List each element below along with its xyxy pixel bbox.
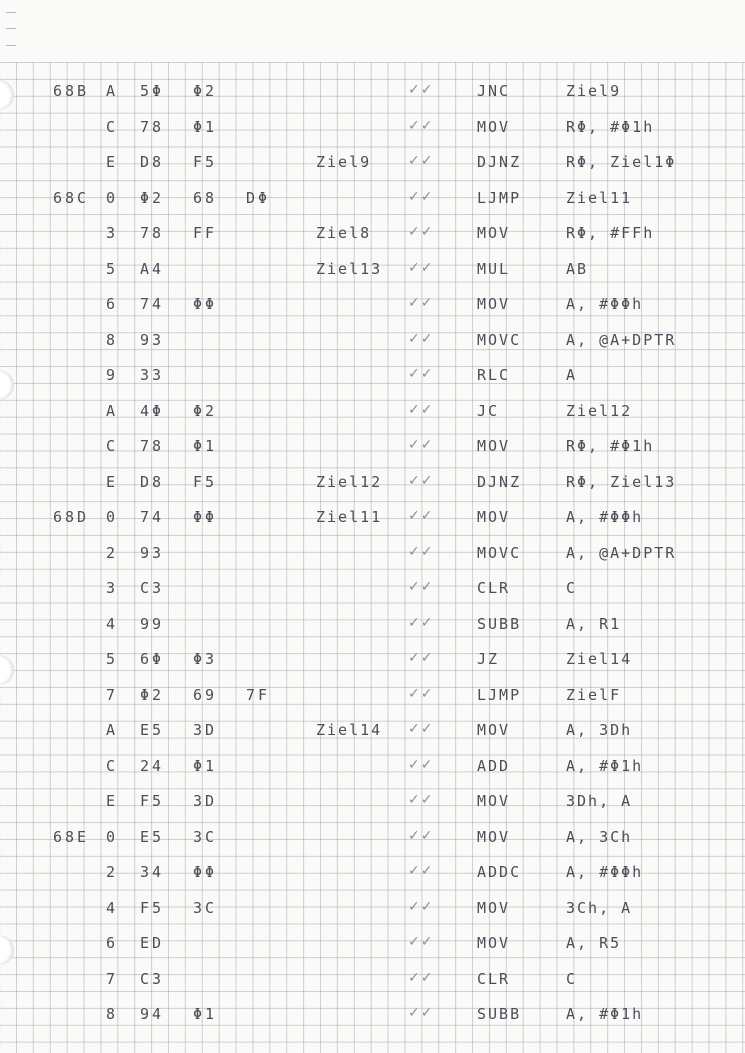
operands-cell: A, #ΦΦh (566, 863, 644, 881)
opcode-byte-2: 3C (193, 827, 218, 846)
operands-cell: Ziel14 (566, 650, 633, 668)
mnemonic-cell: MOV (477, 827, 511, 846)
opcode-byte-1: 99 (140, 614, 165, 633)
opcode-byte-1: 24 (140, 756, 165, 775)
mnemonic-cell: DJNZ (477, 472, 522, 491)
listing-row (0, 970, 745, 1006)
opcode-byte-1: 33 (140, 366, 165, 384)
opcode-byte-1: C3 (140, 969, 165, 988)
mnemonic-cell: MOV (477, 224, 511, 242)
address-low-cell: E (106, 792, 119, 810)
operands-cell: Ziel12 (566, 401, 633, 420)
mnemonic-cell: MOV (477, 295, 511, 313)
address-low-cell: 6 (106, 295, 119, 313)
address-low-cell: A (106, 82, 119, 100)
opcode-byte-1: F5 (140, 792, 165, 810)
checkmark-cell: ✓✓ (408, 224, 434, 240)
address-low-cell: 9 (106, 366, 119, 384)
mnemonic-cell: MOVC (477, 543, 522, 562)
checkmark-cell: ✓✓ (408, 401, 434, 418)
mnemonic-cell: DJNZ (477, 153, 522, 171)
address-low-cell: 0 (106, 188, 119, 207)
opcode-byte-2: Φ1 (193, 117, 218, 136)
opcode-byte-1: 74 (140, 508, 165, 526)
mnemonic-cell: MOV (477, 721, 511, 739)
address-low-cell: 8 (106, 1005, 119, 1023)
operands-cell: A, R1 (566, 614, 622, 633)
opcode-byte-1: A4 (140, 259, 165, 278)
operands-cell: A, #ΦΦh (566, 295, 644, 313)
mnemonic-cell: ADDC (477, 863, 522, 881)
opcode-byte-2: ΦΦ (193, 863, 218, 881)
opcode-byte-2: Φ3 (193, 650, 218, 668)
opcode-byte-1: Φ2 (140, 188, 165, 207)
operands-cell: Ziel11 (566, 188, 633, 207)
address-low-cell: 5 (106, 259, 119, 278)
listing-row (0, 366, 745, 402)
operands-cell: RΦ, #Φ1h (566, 117, 655, 136)
address-low-cell: C (106, 437, 119, 455)
opcode-byte-1: D8 (140, 472, 165, 491)
opcode-byte-2: Φ1 (193, 756, 218, 775)
listing-row (0, 757, 745, 793)
opcode-byte-2: 3D (193, 792, 218, 810)
mnemonic-cell: MOVC (477, 330, 522, 349)
listing-row (0, 792, 745, 828)
opcode-byte-2: 68 (193, 188, 218, 207)
mnemonic-cell: JZ (477, 650, 500, 668)
listing-row (0, 579, 745, 615)
opcode-byte-3: DΦ (246, 188, 271, 207)
label-cell: Ziel9 (316, 153, 372, 171)
address-low-cell: 8 (106, 330, 119, 349)
address-low-cell: 5 (106, 650, 119, 668)
listing-row (0, 402, 745, 438)
opcode-byte-2: F5 (193, 153, 218, 171)
operands-cell: RΦ, Ziel13 (566, 472, 677, 491)
operands-cell: C (566, 969, 578, 988)
opcode-byte-1: ED (140, 934, 165, 952)
address-low-cell: 7 (106, 969, 119, 988)
opcode-byte-1: 34 (140, 863, 165, 881)
checkmark-cell: ✓✓ (408, 82, 434, 98)
listing-row (0, 189, 745, 225)
opcode-byte-2: 3D (193, 721, 218, 739)
opcode-byte-1: 78 (140, 224, 165, 242)
mnemonic-cell: MOV (477, 117, 511, 136)
listing-row (0, 863, 745, 899)
label-cell: Ziel13 (316, 259, 383, 278)
label-cell: Ziel14 (316, 721, 383, 739)
mnemonic-cell: MOV (477, 508, 511, 526)
checkmark-cell: ✓✓ (408, 650, 434, 666)
opcode-byte-3: 7F (246, 685, 271, 704)
operands-cell: RΦ, Ziel1Φ (566, 153, 677, 171)
checkmark-cell: ✓✓ (408, 792, 434, 808)
opcode-byte-1: Φ2 (140, 685, 165, 704)
operands-cell: 3Dh, A (566, 792, 633, 810)
mnemonic-cell: MOV (477, 934, 511, 952)
checkmark-cell: ✓✓ (408, 614, 434, 631)
operands-cell: A (566, 366, 578, 384)
address-low-cell: A (106, 401, 119, 420)
operands-cell: A, 3Dh (566, 721, 633, 739)
label-cell: Ziel8 (316, 224, 372, 242)
listing-row (0, 260, 745, 296)
address-low-cell: E (106, 472, 119, 491)
address-low-cell: 7 (106, 685, 119, 704)
listing-row (0, 934, 745, 970)
address-low-cell: 2 (106, 863, 119, 881)
listing-row (0, 650, 745, 686)
checkmark-cell: ✓✓ (408, 721, 434, 737)
opcode-byte-1: 93 (140, 330, 165, 349)
listing-row (0, 686, 745, 722)
operands-cell: A, #ΦΦh (566, 508, 644, 526)
address-low-cell: 3 (106, 579, 119, 597)
margin-tick (6, 28, 16, 29)
operands-cell: A, 3Ch (566, 827, 633, 846)
opcode-byte-2: Φ2 (193, 401, 218, 420)
operands-cell: AB (566, 259, 589, 278)
checkmark-cell: ✓✓ (408, 188, 434, 205)
page-top-margin (0, 0, 745, 62)
listing-row (0, 828, 745, 864)
checkmark-cell: ✓✓ (408, 366, 434, 382)
label-cell: Ziel12 (316, 472, 383, 491)
opcode-byte-2: 3C (193, 898, 218, 917)
opcode-byte-1: 78 (140, 437, 165, 455)
operands-cell: 3Ch, A (566, 898, 633, 917)
checkmark-cell: ✓✓ (408, 898, 434, 915)
listing-row (0, 331, 745, 367)
mnemonic-cell: CLR (477, 969, 511, 988)
checkmark-cell: ✓✓ (408, 295, 434, 311)
checkmark-cell: ✓✓ (408, 579, 434, 595)
address-low-cell: A (106, 721, 119, 739)
opcode-byte-1: E5 (140, 721, 165, 739)
opcode-byte-1: C3 (140, 579, 165, 597)
opcode-byte-2: 69 (193, 685, 218, 704)
operands-cell: Ziel9 (566, 82, 622, 100)
checkmark-cell: ✓✓ (408, 437, 434, 453)
checkmark-cell: ✓✓ (408, 117, 434, 134)
opcode-byte-2: FF (193, 224, 218, 242)
operands-cell: ZielF (566, 685, 622, 704)
opcode-byte-2: F5 (193, 472, 218, 491)
operands-cell: RΦ, #Φ1h (566, 437, 655, 455)
listing-row (0, 899, 745, 935)
opcode-byte-1: E5 (140, 827, 165, 846)
assembly-listing (0, 82, 745, 1041)
checkmark-cell: ✓✓ (408, 472, 434, 489)
address-high-cell: 68B (53, 82, 90, 100)
mnemonic-cell: MOV (477, 792, 511, 810)
opcode-byte-1: 78 (140, 117, 165, 136)
address-low-cell: 4 (106, 614, 119, 633)
address-low-cell: 2 (106, 543, 119, 562)
operands-cell: RΦ, #FFh (566, 224, 655, 242)
opcode-byte-2: ΦΦ (193, 508, 218, 526)
checkmark-cell: ✓✓ (408, 863, 434, 879)
opcode-byte-1: 6Φ (140, 650, 165, 668)
checkmark-cell: ✓✓ (408, 969, 434, 986)
address-low-cell: 6 (106, 934, 119, 952)
operands-cell: A, @A+DPTR (566, 543, 677, 562)
mnemonic-cell: SUBB (477, 1005, 522, 1023)
opcode-byte-1: 4Φ (140, 401, 165, 420)
operands-cell: A, @A+DPTR (566, 330, 677, 349)
margin-tick (6, 12, 16, 13)
checkmark-cell: ✓✓ (408, 1005, 434, 1021)
label-cell: Ziel11 (316, 508, 383, 526)
address-high-cell: 68D (53, 508, 90, 526)
listing-row (0, 544, 745, 580)
mnemonic-cell: SUBB (477, 614, 522, 633)
listing-row (0, 1005, 745, 1041)
checkmark-cell: ✓✓ (408, 827, 434, 844)
operands-cell: A, R5 (566, 934, 622, 952)
listing-row (0, 615, 745, 651)
opcode-byte-2: Φ1 (193, 437, 218, 455)
opcode-byte-1: D8 (140, 153, 165, 171)
opcode-byte-2: Φ2 (193, 82, 218, 100)
address-low-cell: 0 (106, 827, 119, 846)
mnemonic-cell: RLC (477, 366, 511, 384)
listing-row (0, 721, 745, 757)
checkmark-cell: ✓✓ (408, 259, 434, 276)
mnemonic-cell: MOV (477, 898, 511, 917)
listing-row (0, 153, 745, 189)
mnemonic-cell: JC (477, 401, 500, 420)
mnemonic-cell: MUL (477, 259, 511, 278)
listing-row (0, 224, 745, 260)
mnemonic-cell: CLR (477, 579, 511, 597)
listing-row (0, 508, 745, 544)
opcode-byte-1: 93 (140, 543, 165, 562)
operands-cell: C (566, 579, 578, 597)
mnemonic-cell: ADD (477, 756, 511, 775)
opcode-byte-2: Φ1 (193, 1005, 218, 1023)
address-low-cell: 0 (106, 508, 119, 526)
checkmark-cell: ✓✓ (408, 508, 434, 524)
address-low-cell: 3 (106, 224, 119, 242)
checkmark-cell: ✓✓ (408, 685, 434, 702)
address-low-cell: C (106, 117, 119, 136)
opcode-byte-2: ΦΦ (193, 295, 218, 313)
listing-row (0, 82, 745, 118)
opcode-byte-1: 74 (140, 295, 165, 313)
mnemonic-cell: JNC (477, 82, 511, 100)
address-high-cell: 68C (53, 188, 90, 207)
checkmark-cell: ✓✓ (408, 934, 434, 950)
operands-cell: A, #Φ1h (566, 756, 644, 775)
listing-row (0, 295, 745, 331)
listing-row (0, 118, 745, 154)
address-low-cell: 4 (106, 898, 119, 917)
mnemonic-cell: MOV (477, 437, 511, 455)
checkmark-cell: ✓✓ (408, 153, 434, 169)
listing-row (0, 437, 745, 473)
opcode-byte-1: 94 (140, 1005, 165, 1023)
listing-row (0, 473, 745, 509)
address-high-cell: 68E (53, 827, 90, 846)
checkmark-cell: ✓✓ (408, 543, 434, 560)
address-low-cell: C (106, 756, 119, 775)
operands-cell: A, #Φ1h (566, 1005, 644, 1023)
mnemonic-cell: LJMP (477, 188, 522, 207)
margin-tick (6, 45, 16, 46)
checkmark-cell: ✓✓ (408, 756, 434, 773)
checkmark-cell: ✓✓ (408, 330, 434, 347)
opcode-byte-1: F5 (140, 898, 165, 917)
opcode-byte-1: 5Φ (140, 82, 165, 100)
address-low-cell: E (106, 153, 119, 171)
mnemonic-cell: LJMP (477, 685, 522, 704)
